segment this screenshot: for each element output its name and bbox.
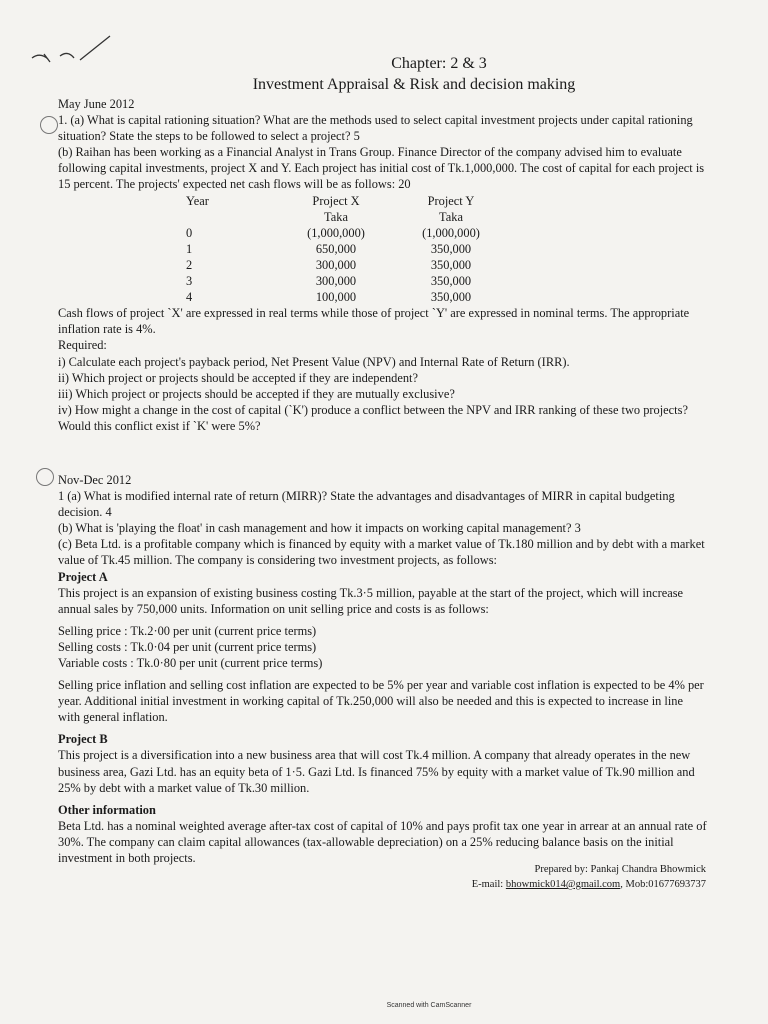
requirement-i: i) Calculate each project's payback period, Net Present Value (NPV) and Internal Rate of Return (IRR). xyxy=(58,354,570,369)
table-header-cell xyxy=(182,209,276,225)
table-cell: 4 xyxy=(186,290,193,305)
mobile-number: , Mob:01677693737 xyxy=(620,879,706,890)
project-b-text: This project is a diversification into a new business area that will cost Tk.4 million. A company that already operates in the new business area, Gazi Ltd. has an equity beta of 1·5. Gazi Ltd. Is financed 75% by equity with a market value of Tk.90 million and 25% by debt with a market value of Tk.30 million. xyxy=(58,748,695,795)
chapter-title: Chapter: 2 & 3 xyxy=(391,55,487,72)
table-header-cell: Taka xyxy=(324,209,348,224)
section-heading-may-june-2012: May June 2012 xyxy=(58,97,135,111)
table-cell: 300,000 xyxy=(315,257,357,272)
table-cell: 0 xyxy=(186,225,193,240)
project-b-heading: Project B xyxy=(58,732,108,747)
table-cell: 350,000 xyxy=(430,274,472,289)
required-label: Required: xyxy=(58,338,107,353)
table-row xyxy=(182,241,506,257)
margin-circle-mark xyxy=(36,468,54,486)
prepared-by-line: Prepared by: Pankaj Chandra Bhowmick xyxy=(534,864,706,875)
scanner-watermark: Scanned with CamScanner xyxy=(386,1002,472,1009)
table-cell: 2 xyxy=(186,257,193,272)
selling-costs-line: Selling costs : Tk.0·04 per unit (current price terms) xyxy=(58,639,317,654)
cash-flow-note: Cash flows of project `X' are expressed in real terms while those of project `Y' are expressed in nominal terms. The appropriate inflation rate is 4%. xyxy=(58,306,690,337)
question-1b: (b) What is 'playing the float' in cash management and how it impacts on working capital management? 3 xyxy=(58,521,581,536)
table-cell: 1 xyxy=(186,241,193,256)
question-1a: 1. (a) What is capital rationing situation? What are the methods used to select capital investment projects under capital rationing situation? State the steps to be followed to select a project? 5 xyxy=(58,113,693,144)
chapter-subtitle: Investment Appraisal & Risk and decision making xyxy=(252,76,576,93)
project-a-heading: Project A xyxy=(58,569,108,584)
question-1a: 1 (a) What is modified internal rate of return (MIRR)? State the advantages and disadvantages of MIRR in capital budgeting decision. 4 xyxy=(58,489,675,520)
project-a-text: This project is an expansion of existing business costing Tk.3·5 million, payable at the start of the project, which will increase annual sales by 750,000 units. Information on unit selling price and costs is as follows: xyxy=(58,585,684,616)
table-cell: (1,000,000) xyxy=(307,225,365,240)
question-1c: (c) Beta Ltd. is a profitable company which is financed by equity with a market value of Tk.180 million and by debt with a market value of Tk.45 million. The company is considering two investment projects, as follows: xyxy=(58,537,705,568)
document-body xyxy=(58,96,708,866)
margin-circle-mark xyxy=(40,116,58,134)
table-header-cell: Project X xyxy=(312,193,360,208)
variable-costs-line: Variable costs : Tk.0·80 per unit (current price terms) xyxy=(58,656,323,670)
table-cell: 300,000 xyxy=(315,274,357,289)
table-cell: 100,000 xyxy=(315,290,357,305)
requirement-iii: iii) Which project or projects should be accepted if they are mutually exclusive? xyxy=(58,386,455,401)
table-row xyxy=(182,225,506,241)
table-cell: 350,000 xyxy=(430,290,472,305)
table-cell: (1,000,000) xyxy=(422,225,480,240)
table-cell: 650,000 xyxy=(315,241,357,256)
table-row xyxy=(182,273,506,289)
email-link[interactable]: bhowmick014@gmail.com xyxy=(505,879,621,890)
section-heading-nov-dec-2012: Nov-Dec 2012 xyxy=(58,472,132,487)
requirement-ii: ii) Which project or projects should be accepted if they are independent? xyxy=(58,370,418,385)
inflation-text: Selling price inflation and selling cost inflation are expected to be 5% per year and variable cost inflation is expected to be 4% per year. Additional initial investment in working capital of Tk.250,000 will also be needed and this is expected to increase in line with general inflation. xyxy=(58,678,704,725)
section-spacer xyxy=(58,434,708,472)
table-row xyxy=(182,289,506,305)
other-information-heading: Other information xyxy=(58,802,156,817)
table-header-cell: Taka xyxy=(439,209,463,224)
question-1b: (b) Raihan has been working as a Financial Analyst in Trans Group. Finance Director of the company advised him to evaluate following capital investments, project X and Y. Each project has initial cost of Tk.1,000,000. The cost of capital for each project is 15 percent. The projects' expected net cash flows will be as follows: 20 xyxy=(58,145,705,192)
selling-price-line: Selling price : Tk.2·00 per unit (current price terms) xyxy=(58,623,317,638)
table-header-row xyxy=(182,193,506,209)
cash-flow-table xyxy=(182,193,506,306)
requirement-iv: iv) How might a change in the cost of capital (`K') produce a conflict between the NPV and IRR ranking of these two projects? Would this conflict exist if `K' were 5%? xyxy=(58,402,688,433)
other-information-text: Beta Ltd. has a nominal weighted average after-tax cost of capital of 10% and pays profit tax one year in arrear at an annual rate of 30%. The company can claim capital allowances (tax-allowable depreciation) on a 25% reducing balance basis on the initial investment in both projects. xyxy=(58,818,707,866)
table-header-cell: Project Y xyxy=(427,193,475,208)
table-cell: 350,000 xyxy=(430,241,472,256)
table-row xyxy=(182,257,506,273)
prepared-by-footer xyxy=(472,862,706,892)
table-header-cell: Year xyxy=(186,193,209,208)
table-cell: 350,000 xyxy=(430,257,472,272)
table-subheader-row xyxy=(182,209,506,225)
table-cell: 3 xyxy=(186,274,193,289)
email-label: E-mail: xyxy=(471,879,506,890)
contact-line xyxy=(472,877,706,892)
